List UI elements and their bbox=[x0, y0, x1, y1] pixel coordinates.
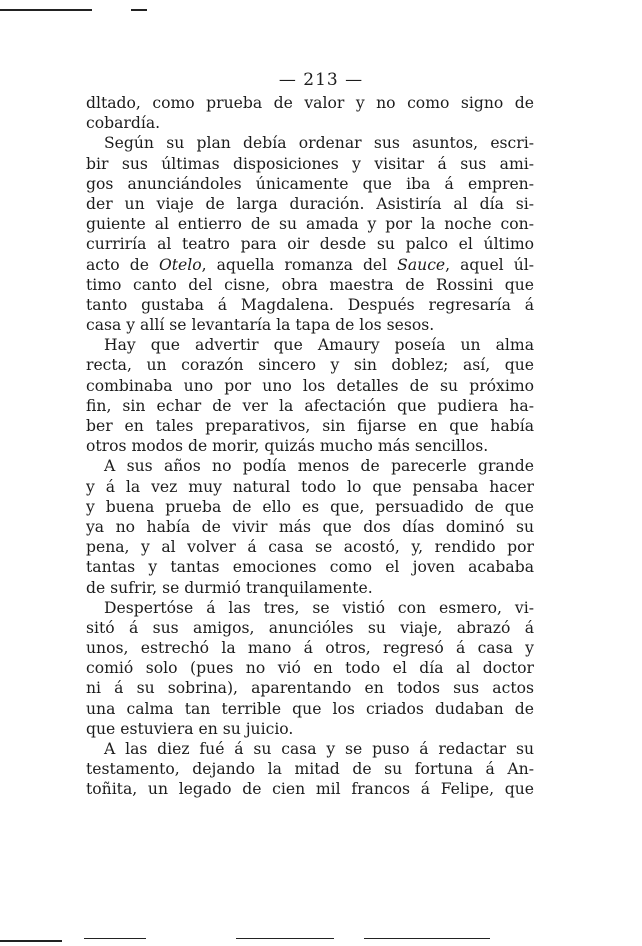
text-line: comió solo (pues no vió en todo el día al doctor bbox=[86, 659, 534, 678]
text-line: tanto gustaba á Magdalena. Después regresaría á bbox=[86, 295, 534, 314]
italic-title: Sauce bbox=[397, 255, 446, 274]
text-line: Hay que advertir que Amaury poseía un alma bbox=[104, 336, 534, 355]
text-line: unos, estrechó la mano á otros, regresó á casa y bbox=[86, 639, 534, 658]
text-line: otros modos de morir, quizás mucho más sencillos. bbox=[86, 437, 489, 456]
text-line: combinaba uno por uno los detalles de su próximo bbox=[86, 376, 534, 395]
bottom-scan-edge-center bbox=[236, 938, 334, 939]
text-segment: , aquella romanza del bbox=[201, 255, 398, 274]
text-line: A las diez fué á su casa y se puso á redactar su bbox=[104, 740, 534, 758]
italic-title: Otelo bbox=[158, 255, 202, 274]
text-line: casa y allí se levantaría la tapa de los sesos. bbox=[86, 316, 435, 335]
text-line: de sufrir, se durmió tranquilamente. bbox=[86, 578, 373, 597]
text-line: tantas y tantas emociones como el joven acababa bbox=[86, 558, 534, 577]
text-line: timo canto del cisne, obra maestra de Rossini que bbox=[86, 275, 534, 294]
text-line bbox=[86, 255, 534, 275]
text-segment: acto de bbox=[86, 255, 159, 274]
text-line: cobardía. bbox=[86, 114, 161, 133]
text-line: recta, un corazón sincero y sin doblez; así, que bbox=[86, 356, 534, 375]
text-line: pena, y al volver á casa se acostó, y, rendido por bbox=[86, 538, 534, 557]
text-line: que estuviera en su juicio. bbox=[86, 719, 294, 738]
text-line: y á la vez muy natural todo lo que pensaba hacer bbox=[86, 477, 534, 496]
text-line: sitó á sus amigos, anuncióles su viaje, abrazó á bbox=[86, 618, 534, 637]
page-number: — 213 — bbox=[278, 70, 364, 90]
top-scan-edge-left bbox=[0, 9, 92, 11]
text-line: bir sus últimas disposiciones y visitar á sus ami- bbox=[86, 154, 534, 173]
bottom-scan-edge-left bbox=[0, 940, 62, 942]
text-line: gos anunciándoles únicamente que iba á empren- bbox=[86, 174, 534, 193]
top-scan-edge-mark bbox=[131, 9, 147, 11]
text-line: y buena prueba de ello es que, persuadido de que bbox=[86, 497, 534, 516]
text-line: ni á su sobrina), aparentando en todos sus actos bbox=[86, 679, 534, 698]
text-line: dltado, como prueba de valor y no como signo de bbox=[86, 94, 534, 112]
text-line: curriría al teatro para oir desde su palco el último bbox=[86, 235, 534, 254]
text-line: ber en tales preparativos, sin fijarse en que había bbox=[86, 417, 534, 435]
text-segment: , aquel úl- bbox=[445, 255, 534, 274]
body-text bbox=[86, 93, 534, 800]
text-line: guiente al entierro de su amada y por la noche con- bbox=[86, 215, 534, 234]
text-line: Según su plan debía ordenar sus asuntos, escri- bbox=[104, 134, 534, 153]
text-line: ya no había de vivir más que dos días dominó su bbox=[86, 517, 534, 536]
text-line: der un viaje de larga duración. Asistiría al día si- bbox=[86, 194, 534, 213]
text-line: Despertóse á las tres, se vistió con esmero, vi- bbox=[104, 598, 534, 617]
text-line: fin, sin echar de ver la afectación que pudiera ha- bbox=[86, 396, 534, 415]
text-line: testamento, dejando la mitad de su fortuna á An- bbox=[86, 760, 534, 779]
bottom-scan-edge-right bbox=[364, 938, 490, 939]
text-line: A sus años no podía menos de parecerle grande bbox=[104, 457, 534, 476]
text-line: toñita, un legado de cien mil francos á Felipe, que bbox=[86, 780, 534, 799]
bottom-scan-edge-mid bbox=[84, 938, 146, 939]
text-line: una calma tan terrible que los criados dudaban de bbox=[86, 699, 534, 718]
